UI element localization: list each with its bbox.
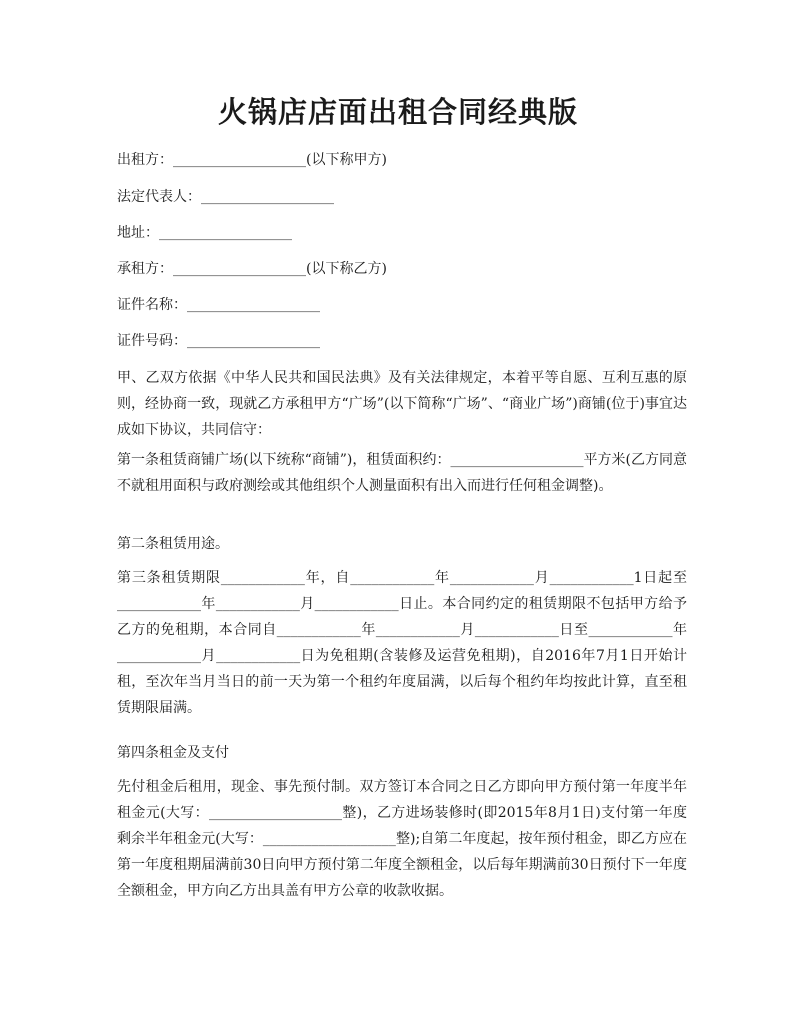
article-4-heading: 第四条租金及支付 [117,745,229,761]
intro-paragraph: 甲、乙双方依据《中华人民共和国民法典》及有关法律规定，本着平等自愿、互利互惠的原则，经协商一致，现就乙方承租甲方“广场”(以下简称“广场”、“商业广场”)商铺(位于)事宜达成如下协议，共同信守： [117,370,687,438]
legal-representative-field: 法定代表人：___________________ [117,189,334,205]
lessee-field: 承租方：___________________(以下称乙方) [117,261,387,277]
id-number-field: 证件号码：___________________ [117,333,320,349]
article-4-paragraph: 先付租金后租用，现金、事先预付制。双方签订本合同之日乙方即向甲方预付第一年度半年租金元(大写：___________________整)，乙方进场装修时(即2015年8月1日)支付第一年度剩余半年租金元(大写：___________________整);自第二年度起，按年预付租金，即乙方应在第一年度租期届满前30日向甲方预付第二年度全额租金，以后每年期满前30日预付下一年度全额租金，甲方向乙方出具盖有甲方公章的收款收据。 [117,779,687,899]
article-3-paragraph: 第三条租赁期限____________年，自____________年____________月____________1日起至____________年____________月____________日止。本合同约定的租赁期限不包括甲方给予乙方的免租期，本合同自____________年____________月____________日至____________年____________月____________日为免租期(含装修及运营免租期)，自2016年7月1日开始计租，至次年当月当日的前一天为第一个租约年度届满，以后每个租约年均按此计算，直至租赁期限届满。 [117,570,687,716]
article-2-heading: 第二条租赁用途。 [117,536,229,552]
address-field: 地址：___________________ [117,225,292,241]
id-type-field: 证件名称：___________________ [117,297,320,313]
document-title: 火锅店店面出租合同经典版 [217,95,578,129]
lessor-field: 出租方：___________________(以下称甲方) [117,152,387,168]
article-1-paragraph: 第一条租赁商铺广场(以下统称“商铺”)，租赁面积约：___________________平方米(乙方同意不就租用面积与政府测绘或其他组织个人测量面积有出入而进行任何租金调整)。 [117,452,687,494]
